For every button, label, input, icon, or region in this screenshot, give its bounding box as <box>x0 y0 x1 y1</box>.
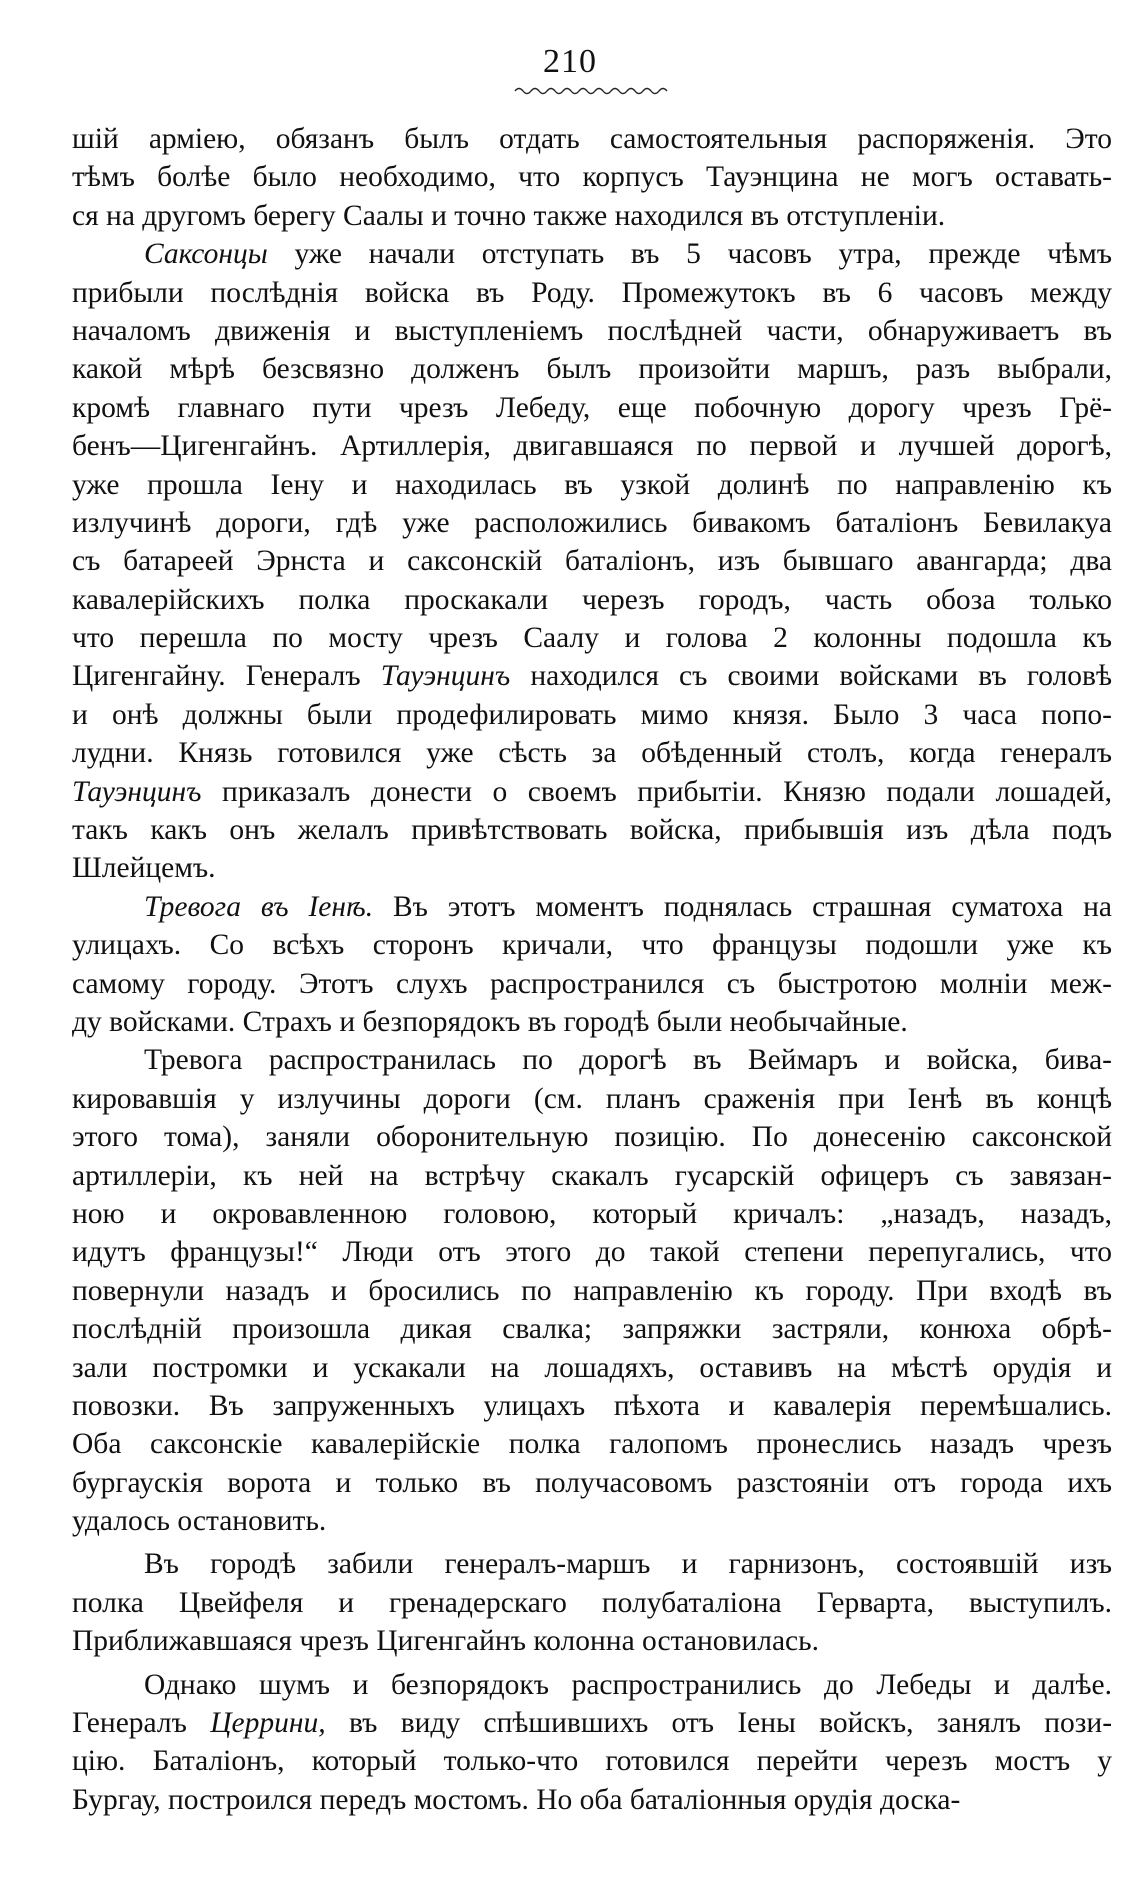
line-text: зали постромки и ускакали на лошадяхъ, оставивъ на мѣстѣ орудія и <box>72 1351 1112 1384</box>
text-line <box>72 1233 1112 1271</box>
line-text: Однако шумъ и безпорядокъ распространились до Лебеды и далѣе. <box>144 1668 1112 1701</box>
text-line <box>72 542 1112 580</box>
text-line <box>72 274 1112 312</box>
text-line <box>72 120 1112 158</box>
line-text: кавалерійскихъ полка проскакали черезъ городъ, часть обоза только <box>72 583 1112 616</box>
line-text: Въ этотъ моментъ поднялась страшная суматоха на <box>392 890 1112 923</box>
text-line <box>72 849 1112 887</box>
text-line <box>72 926 1112 964</box>
line-text: Шлейцемъ. <box>72 852 216 885</box>
line-text: ся на другомъ берегу Саалы и точно также находился въ отступленіи. <box>72 199 946 232</box>
page-number: 210 <box>543 43 597 80</box>
text-line <box>72 1622 1112 1660</box>
line-text: повозки. Въ запруженныхъ улицахъ пѣхота и кавалерія перемѣшались. <box>72 1389 1112 1422</box>
line-text: Тревога распространилась по дорогѣ въ Веймаръ и войска, бива- <box>144 1044 1112 1077</box>
line-text: повернули назадъ и бросились по направленію къ городу. При входѣ въ <box>72 1274 1112 1307</box>
text-line <box>72 657 1112 695</box>
text-line <box>72 158 1112 196</box>
line-text: идутъ французы!“ Люди отъ этого до такой степени перепугались, что <box>72 1236 1112 1269</box>
line-text: тѣмъ болѣе было необходимо, что корпусъ Тауэнцина не могъ оставать- <box>72 161 1112 194</box>
text-line <box>72 1781 1112 1819</box>
line-text: самому городу. Этотъ слухъ распространился съ быстротою молніи меж- <box>72 967 1112 1000</box>
text-line <box>72 1272 1112 1310</box>
italic-name: Тауэнцинъ <box>72 775 202 808</box>
line-text: удалось остановить. <box>72 1505 327 1538</box>
line-text: Цигенгайну. Генералъ <box>72 660 361 693</box>
text-line <box>72 389 1112 427</box>
text-line <box>72 696 1112 734</box>
text-line <box>72 1310 1112 1348</box>
text-line <box>72 312 1112 350</box>
line-text: цію. Баталіонъ, который только-что готовился перейти черезъ мостъ у <box>72 1745 1112 1778</box>
text-line <box>72 1195 1112 1233</box>
wavy-rule-ornament <box>513 86 673 96</box>
line-text: Въ городѣ забили генералъ-маршъ и гарнизонъ, состоявшій изъ <box>144 1548 1112 1581</box>
text-line <box>72 1157 1112 1195</box>
text-line <box>72 734 1112 772</box>
line-text: излучинѣ дороги, гдѣ уже расположились бивакомъ баталіонъ Бевилакуа <box>72 506 1112 539</box>
text-line <box>72 1584 1112 1622</box>
line-text: шій арміею, обязанъ былъ отдать самостоятельныя распоряженія. Это <box>72 123 1112 155</box>
line-text: ду войсками. Страхъ и безпорядокъ въ городѣ были необычайные. <box>72 1005 908 1038</box>
line-text: и онѣ должны были продефилировать мимо князя. Было 3 часа попо- <box>72 698 1112 731</box>
line-text: находился съ своими войсками въ головѣ <box>530 660 1112 693</box>
text-line <box>72 427 1112 465</box>
text-line <box>72 581 1112 619</box>
text-line <box>72 773 1112 811</box>
line-text: кировавшія у излучины дороги (см. планъ сраженія при Іенѣ въ концѣ <box>72 1082 1112 1115</box>
text-line <box>72 1080 1112 1118</box>
line-text: прибыли послѣднія войска въ Роду. Промежутокъ въ 6 часовъ между <box>72 276 1112 309</box>
italic-name: Тауэнцинъ <box>380 660 511 693</box>
line-text: бенъ—Цигенгайнъ. Артиллерія, двигавшаяся по первой и лучшей дорогѣ, <box>72 430 1112 463</box>
line-text: артиллеріи, къ ней на встрѣчу скакалъ гусарскій офицеръ съ завязан- <box>72 1159 1112 1192</box>
text-line <box>72 811 1112 849</box>
line-text: уже начали отступать въ 5 часовъ утра, прежде чѣмъ <box>294 238 1112 271</box>
text-line <box>72 619 1112 657</box>
text-line <box>72 1742 1112 1780</box>
text-line <box>72 1502 1112 1540</box>
italic-name: Церрини, <box>210 1707 326 1740</box>
line-text: Генералъ <box>72 1707 187 1740</box>
line-text: послѣдній произошла дикая свалка; запряжки застряли, конюха обрѣ- <box>72 1313 1112 1346</box>
line-text: улицахъ. Со всѣхъ сторонъ кричали, что французы подошли уже къ <box>72 929 1112 962</box>
line-text: полка Цвейфеля и гренадерскаго полубаталіона Герварта, выступилъ. <box>72 1586 1112 1619</box>
text-line <box>72 1425 1112 1463</box>
line-text: какой мѣрѣ безсвязно долженъ былъ произойти маршъ, разъ выбрали, <box>72 353 1112 386</box>
text-line <box>72 504 1112 542</box>
text-line <box>72 1118 1112 1156</box>
line-text: бургаускія ворота и только въ получасовомъ разстояніи отъ города ихъ <box>72 1466 1112 1499</box>
text-line <box>72 235 1112 273</box>
text-line <box>72 1666 1112 1704</box>
line-text: началомъ движенія и выступленіемъ послѣдней части, обнаруживаетъ въ <box>72 314 1112 347</box>
text-line <box>72 1349 1112 1387</box>
line-text: Приближавшаяся чрезъ Цигенгайнъ колонна остановилась. <box>72 1625 819 1658</box>
line-text: приказалъ донести о своемъ прибытіи. Князю подали лошадей, <box>222 775 1112 808</box>
text-line <box>72 350 1112 388</box>
line-text: Оба саксонскіе кавалерійскіе полка галопомъ пронеслись назадъ чрезъ <box>72 1428 1112 1461</box>
text-line <box>72 888 1112 926</box>
text-line <box>72 197 1112 235</box>
text-line <box>72 466 1112 504</box>
line-text: ною и окровавленною головою, который кричалъ: „назадъ, назадъ, <box>72 1197 1112 1230</box>
line-text: Бургау, построился передъ мостомъ. Но оба баталіонныя орудія доска- <box>72 1783 961 1816</box>
run-in-heading: Тревога въ Іенѣ. <box>144 890 374 923</box>
line-text: уже прошла Іену и находилась въ узкой долинѣ по направленію къ <box>72 468 1112 501</box>
text-line <box>72 965 1112 1003</box>
text-line <box>72 1003 1112 1041</box>
line-text: что перешла по мосту чрезъ Саалу и голова 2 колонны подошла къ <box>72 622 1112 655</box>
line-text: лудни. Князь готовился уже сѣсть за обѣденный столъ, когда генералъ <box>72 737 1112 770</box>
text-line <box>72 1704 1112 1742</box>
body-text <box>72 120 1112 1819</box>
run-in-heading: Саксонцы <box>144 238 268 271</box>
text-line <box>72 1387 1112 1425</box>
text-line <box>72 1041 1112 1079</box>
line-text: такъ какъ онъ желалъ привѣтствовать войска, прибывшія изъ дѣла подъ <box>72 814 1112 847</box>
line-text: кромѣ главнаго пути чрезъ Лебеду, еще побочную дорогу чрезъ Грё- <box>72 391 1112 424</box>
text-line <box>72 1545 1112 1583</box>
line-text: этого тома), заняли оборонительную позицію. По донесенію саксонской <box>72 1121 1112 1154</box>
line-text: съ батареей Эрнста и саксонскій баталіонъ, изъ бывшаго авангарда; два <box>72 545 1112 578</box>
line-text: въ виду спѣшившихъ отъ Іены войскъ, занялъ пози- <box>348 1707 1112 1740</box>
text-line <box>72 1464 1112 1502</box>
